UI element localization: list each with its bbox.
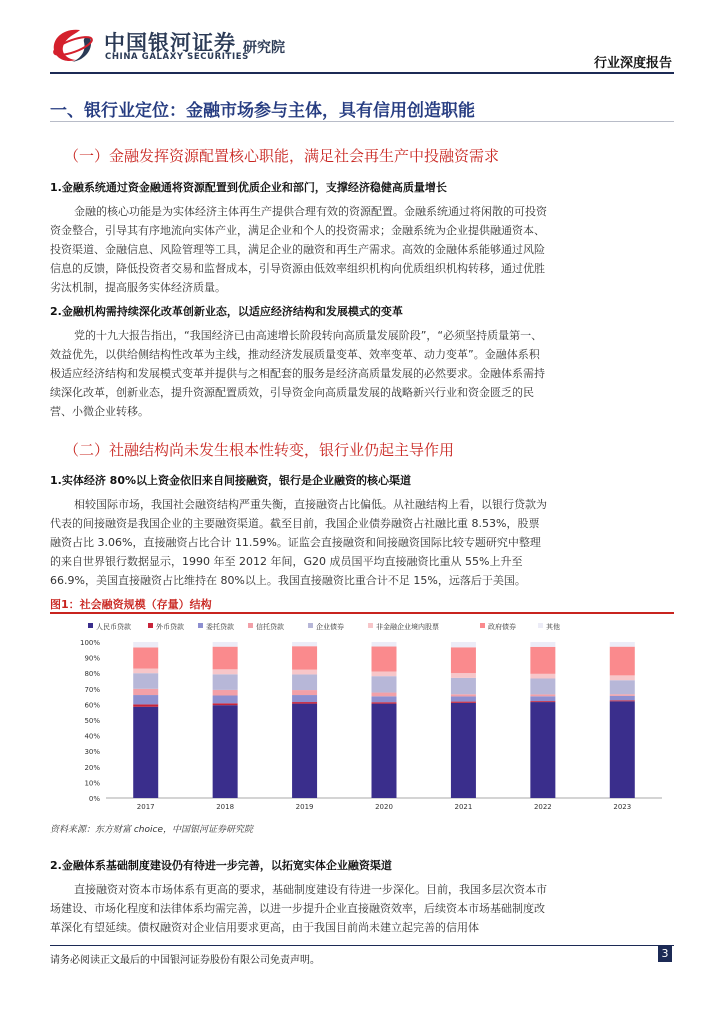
paragraph-heading-2-2: 2.金融体系基础制度建设仍有待进一步完善，以拓宽实体企业融资渠道 bbox=[50, 859, 392, 872]
bar-segment bbox=[213, 703, 238, 705]
bar-segment bbox=[133, 647, 158, 668]
y-tick-label: 80% bbox=[84, 670, 100, 679]
bar-segment bbox=[292, 646, 317, 669]
x-tick-label: 2018 bbox=[216, 803, 235, 811]
legend-label: 其他 bbox=[546, 623, 560, 631]
y-tick-label: 50% bbox=[84, 717, 100, 725]
y-tick-label: 40% bbox=[84, 732, 100, 741]
bar-segment bbox=[530, 674, 555, 679]
bar-segment bbox=[372, 671, 397, 676]
report-header bbox=[0, 0, 724, 74]
bar-segment bbox=[610, 675, 635, 680]
bar-segment bbox=[372, 696, 397, 702]
x-tick-label: 2022 bbox=[533, 803, 552, 811]
paragraph-2-2: 直接融资对资本市场体系有更高的要求，基础制度建设有待进一步深化。目前，我国多层次资本市场建设、市场化程度和法律体系均需完善，以进一步提升企业直接融资效率，后续资本市场基础制度改革深化有望延续。债权融资对企业信用要求更高，由于我国目前尚未建立起完善的信用体 bbox=[50, 883, 547, 934]
bar-segment bbox=[451, 702, 476, 703]
bar-segment bbox=[372, 702, 397, 703]
bar-segment bbox=[133, 669, 158, 674]
bar-segment bbox=[133, 707, 158, 798]
bar-segment bbox=[610, 700, 635, 701]
bar-segment bbox=[292, 690, 317, 695]
bar-segment bbox=[372, 676, 397, 692]
report-type: 行业深度报告 bbox=[593, 56, 672, 71]
bar-segment bbox=[292, 670, 317, 675]
subsection-title-1: （一）金融发挥资源配置核心职能，满足社会再生产中投融资需求 bbox=[64, 147, 500, 165]
y-tick-label: 20% bbox=[84, 763, 100, 772]
legend-label: 外币贷款 bbox=[156, 623, 184, 631]
subsection-title-2: （二）社融结构尚未发生根本性转变，银行业仍起主导作用 bbox=[64, 441, 455, 459]
x-tick-label: 2020 bbox=[375, 803, 393, 811]
y-tick-label: 90% bbox=[84, 654, 100, 663]
figure-label: 图1：社会融资规模（存量）结构 bbox=[50, 598, 212, 611]
y-tick-label: 10% bbox=[84, 779, 100, 788]
bar-segment bbox=[213, 669, 238, 674]
paragraph-heading-1-1: 1.金融系统通过资金融通将资源配置到优质企业和部门，支撑经济稳健高质量增长 bbox=[50, 181, 447, 194]
bar-segment bbox=[213, 674, 238, 690]
bar-segment bbox=[451, 703, 476, 798]
bar-segment bbox=[133, 642, 158, 647]
bar-segment bbox=[213, 696, 238, 704]
bar-segment bbox=[213, 647, 238, 670]
paragraph-heading-1-2: 2.金融机构需持续深化改革创新业态，以适应经济结构和发展模式的变革 bbox=[50, 305, 403, 318]
bar-segment bbox=[372, 642, 397, 647]
bar-segment bbox=[451, 642, 476, 647]
legend-swatch bbox=[480, 623, 485, 628]
legend-swatch bbox=[88, 623, 93, 628]
bar-segment bbox=[530, 701, 555, 702]
bar-segment bbox=[610, 701, 635, 798]
footer-divider bbox=[50, 945, 674, 946]
bar-segment bbox=[372, 647, 397, 672]
legend-swatch bbox=[538, 623, 543, 628]
bar-segment bbox=[530, 642, 555, 647]
bar-segment bbox=[292, 674, 317, 690]
bar-segment bbox=[451, 647, 476, 673]
paragraph-1-1: 金融的核心功能是为实体经济主体再生产提供合理有效的资源配置。金融系统通过将闲散的可投资资金整合，引导其有序地流向实体产业，满足企业和个人的投资需求；金融系统为企业提供融通资本、投资渠道、金融信息、风险管理等工具，满足企业的融资和再生产需求。高效的金融体系能够通过风险信息的反馈，降低投资者交易和监督成本，引导资源由低效率组织机构向优质组织机构转移，通过优胜劣汰机制，提高服务实体经济质量。 bbox=[50, 205, 547, 294]
legend-label: 委托贷款 bbox=[206, 623, 234, 631]
logo-english-name: CHINA GALAXY SECURITIES bbox=[105, 52, 249, 62]
y-tick-label: 60% bbox=[84, 701, 100, 710]
legend-label: 人民币贷款 bbox=[96, 623, 131, 631]
bar-segment bbox=[530, 647, 555, 674]
paragraph-1-2: 党的十九大报告指出，“我国经济已由高速增长阶段转向高质量发展阶段”，“必须坚持质量第一、效益优先，以供给侧结构性改革为主线，推动经济发展质量变革、效率变革、动力变革”。金融体系积极适应经济结构和发展模式变革并提供与之相配套的服务是经济高质量发展的必然要求。金融体系需持续深化改革，创新业态，提升资源配置质效，引导资金向高质量发展的战略新兴行业和资金匮乏的民营、小微企业转移。 bbox=[50, 329, 545, 418]
bar-segment bbox=[213, 642, 238, 647]
galaxy-logo-icon bbox=[50, 26, 96, 64]
institute-name: 研究院 bbox=[243, 40, 285, 56]
legend-swatch bbox=[198, 623, 203, 628]
x-tick-label: 2019 bbox=[295, 803, 314, 811]
bar-segment bbox=[530, 702, 555, 798]
bar-segment bbox=[292, 702, 317, 704]
bar-segment bbox=[213, 690, 238, 696]
bar-segment bbox=[133, 695, 158, 704]
bar-segment bbox=[372, 693, 397, 697]
bar-segment bbox=[610, 696, 635, 701]
bar-segment bbox=[133, 689, 158, 695]
bar-segment bbox=[530, 679, 555, 695]
bar-segment bbox=[213, 705, 238, 798]
bar-segment bbox=[530, 694, 555, 696]
paragraph-heading-2-1: 1.实体经济 80%以上资金依旧来自间接融资，银行是企业融资的核心渠道 bbox=[50, 474, 411, 487]
bar-segment bbox=[292, 695, 317, 702]
section-title: 一、银行业定位：金融市场参与主体，具有信用创造职能 bbox=[50, 101, 475, 121]
y-tick-label: 0% bbox=[88, 795, 100, 803]
legend-label: 政府债券 bbox=[488, 623, 516, 631]
section-divider bbox=[50, 121, 674, 122]
x-tick-label: 2017 bbox=[136, 803, 155, 811]
paragraph-2-1: 相较国际市场，我国社会融资结构严重失衡，直接融资占比偏低。从社融结构上看，以银行贷款为代表的间接融资是我国企业的主要融资渠道。截至目前，我国企业债券融资占社融比重 8.53%，股票融资占比 3.06%，直接融资占比合计 11.59%。证监会直接融资和间接融资国际比较专题研究中整理的来自世界银行数据显示，1990 年至 2012 年间，G20 成员国平均直接融资比重从 55%上升至66.9%，美国直接融资占比维持在 80%以上。我国直接融资比重合计不足 15%，远落后于美国。 bbox=[50, 498, 547, 587]
bar-segment bbox=[133, 704, 158, 706]
y-tick-label: 30% bbox=[84, 748, 100, 757]
legend-label: 信托贷款 bbox=[256, 623, 284, 631]
legend-swatch bbox=[368, 623, 373, 628]
bar-segment bbox=[292, 704, 317, 798]
bar-segment bbox=[451, 696, 476, 701]
bar-segment bbox=[372, 704, 397, 798]
page-number: 3 bbox=[658, 946, 672, 962]
disclaimer-note: 请务必阅读正文最后的中国银河证券股份有限公司免责声明。 bbox=[50, 955, 320, 966]
bar-segment bbox=[133, 673, 158, 689]
legend-swatch bbox=[148, 623, 153, 628]
legend-swatch bbox=[248, 623, 253, 628]
bar-segment bbox=[610, 642, 635, 647]
x-tick-label: 2023 bbox=[613, 803, 632, 811]
bar-segment bbox=[610, 680, 635, 694]
bar-segment bbox=[451, 694, 476, 696]
chart-source: 资料来源：东方财富 choice，中国银河证券研究院 bbox=[50, 825, 254, 835]
x-tick-label: 2021 bbox=[454, 803, 473, 811]
header-divider bbox=[50, 72, 674, 74]
legend-label: 企业债券 bbox=[316, 623, 344, 631]
social-financing-chart bbox=[50, 616, 674, 816]
y-tick-label: 100% bbox=[79, 639, 100, 647]
bar-segment bbox=[610, 647, 635, 676]
bar-segment bbox=[451, 678, 476, 694]
legend-swatch bbox=[308, 623, 313, 628]
logo-chinese-name: 中国银河证券 bbox=[104, 31, 236, 55]
y-tick-label: 70% bbox=[84, 685, 100, 694]
bar-segment bbox=[451, 673, 476, 678]
bar-segment bbox=[530, 696, 555, 701]
legend-label: 非金融企业境内股票 bbox=[376, 623, 439, 631]
bar-segment bbox=[610, 694, 635, 696]
figure-divider bbox=[50, 612, 674, 614]
bar-segment bbox=[292, 642, 317, 646]
